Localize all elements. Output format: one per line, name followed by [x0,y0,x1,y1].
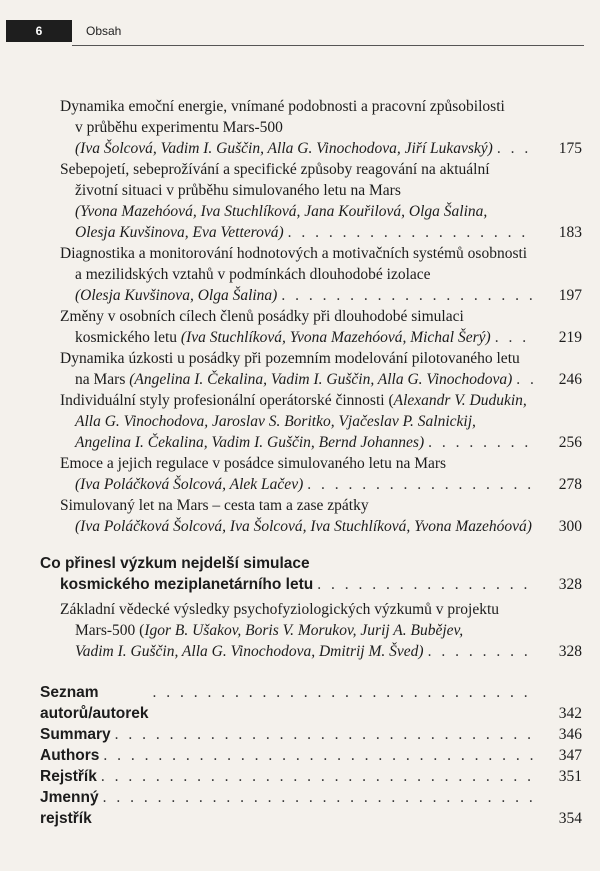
toc-entry [40,96,582,159]
part-title-line: Co přinesl výzkum nejdelší simulace [40,555,310,572]
entry-title-line: Emoce a jejich regulace v posádce simulovaného letu na Mars [60,455,447,472]
entry-title-line: Sebepojetí, sebeprožívání a specifické způsoby reagování na aktuální [60,161,490,178]
backmatter-title: Rejstřík [40,768,97,785]
backmatter-title: Summary [40,726,111,743]
dot-leader [288,222,536,243]
backmatter-page: 342 [558,705,582,722]
dot-leader [103,787,536,808]
toc-entry [40,599,582,662]
entry-title-line: Dynamika emoční energie, vnímané podobnosti a pracovní způsobilosti [60,98,505,115]
entry-page: 183 [558,224,582,241]
entry-title-line: a mezilidských vztahů v podmínkách dlouhodobé izolace [75,266,431,283]
running-header: Obsah [86,24,122,38]
backmatter-title: Jmenný rejstřík [40,789,99,827]
part-title-line: kosmického meziplanetárního letu [60,576,314,593]
dot-leader [307,474,536,495]
dot-leader [115,724,536,745]
toc-entry [40,495,582,537]
backmatter-list [40,682,582,829]
entry-title-line: Změny v osobních cílech členů posádky při dlouhodobé simulaci [60,308,464,325]
dot-leader [101,766,536,787]
backmatter-title: Authors [40,747,100,764]
dot-leader [497,138,536,159]
backmatter-item [40,787,582,829]
page-number-tab [6,20,72,42]
entry-title-line: na Mars [75,371,130,388]
dot-leader [317,574,536,595]
entry-authors-line: Alexandr V. Dudukin, [393,392,527,409]
toc-entry [40,348,582,390]
entry-title-line: životní situaci v průběhu simulovaného letu na Mars [75,182,401,199]
dot-leader [103,745,536,766]
backmatter-page: 351 [558,768,582,785]
dot-leader [428,432,536,453]
toc-entry [40,243,582,306]
entry-page: 256 [558,434,582,451]
entry-authors-line: Igor B. Ušakov, Boris V. Morukov, Jurij A. Bubějev, [144,622,464,639]
backmatter-item [40,724,582,745]
dot-leader [281,285,536,306]
entry-authors: Olesja Kuvšinova, Eva Vetterová) [75,224,284,241]
dot-leader [516,369,536,390]
entry-page: 175 [558,140,582,157]
entry-authors-line: Alla G. Vinochodova, Jaroslav S. Boritko, Vjačeslav P. Salnickij, [75,413,476,430]
entry-page: 197 [558,287,582,304]
entry-authors: (Angelina I. Čekalina, Vadim I. Guščin, Alla G. Vinochodova) [129,371,513,388]
entry-authors-line: (Yvona Mazehóová, Iva Stuchlíková, Jana Kouřilová, Olga Šalina, [75,203,488,220]
backmatter-item [40,766,582,787]
entry-authors: Angelina I. Čekalina, Vadim I. Guščin, Bernd Johannes) [75,434,425,451]
entry-authors: Vadim I. Guščin, Alla G. Vinochodova, Dmitrij M. Šved) [75,643,424,660]
part-heading [40,553,582,595]
entry-title-line: v průběhu experimentu Mars-500 [75,119,283,136]
backmatter-title: Seznam autorů/autorek [40,684,149,722]
toc-entry [40,453,582,495]
entry-page: 246 [558,371,582,388]
backmatter-page: 346 [558,726,582,743]
entry-authors: (Olesja Kuvšinova, Olga Šalina) [75,287,278,304]
dot-leader [495,327,536,348]
entry-authors: (Iva Šolcová, Vadim I. Guščin, Alla G. Vinochodova, Jiří Lukavský) [75,140,493,157]
entry-page: 278 [558,476,582,493]
entry-page: 300 [558,518,582,535]
entry-page: 219 [558,329,582,346]
toc-entry [40,306,582,348]
page-number: 6 [35,24,43,38]
backmatter-item [40,682,582,724]
dot-leader [153,682,536,703]
entry-authors: (Iva Poláčková Šolcová, Iva Šolcová, Iva Stuchlíková, Yvona Mazehóová) [75,518,532,535]
toc-entry [40,390,582,453]
entry-title-line: kosmického letu [75,329,181,346]
entry-title-line: Základní vědecké výsledky psychofyziologických výzkumů v projektu [60,601,500,618]
entry-title-line: Diagnostika a monitorování hodnotových a motivačních systémů osobnosti [60,245,528,262]
entry-title-line: Mars-500 (Igor B. Ušakov, Boris V. Morukov, Jurij A. Bubějev, [75,622,464,639]
entry-authors: (Iva Poláčková Šolcová, Alek Lačev) [75,476,304,493]
entry-title-line: Dynamika úzkosti u posádky při pozemním modelování pilotovaného letu [60,350,520,367]
toc-entry [40,159,582,243]
entry-title-line: Individuální styly profesionální operátorské činnosti (Alexandr V. Dudukin, [60,392,527,409]
backmatter-item [40,745,582,766]
backmatter-page: 347 [558,747,582,764]
header-rule [72,45,584,46]
entry-authors: (Iva Stuchlíková, Yvona Mazehóová, Michal Šerý) [180,329,491,346]
part-page: 328 [558,576,582,593]
backmatter-page: 354 [558,810,582,827]
entry-title-line: Simulovaný let na Mars – cesta tam a zase zpátky [60,497,369,514]
table-of-contents [40,96,582,829]
entry-page: 328 [558,643,582,660]
dot-leader [428,641,536,662]
